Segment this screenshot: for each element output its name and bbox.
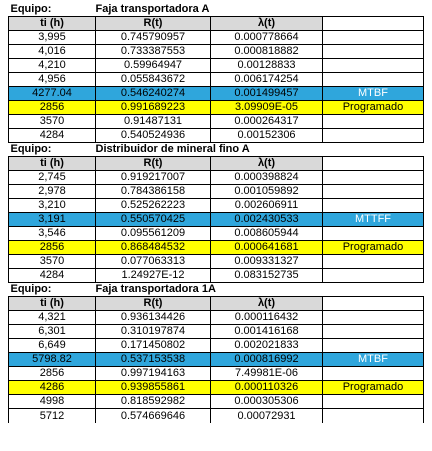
failure-rate-cell: 0.000398824 bbox=[211, 171, 323, 185]
table-row bbox=[9, 395, 424, 409]
table-row bbox=[9, 31, 424, 45]
reliability-cell: 0.546240274 bbox=[96, 87, 211, 101]
failure-rate-column-header: λ(t) bbox=[211, 157, 323, 171]
failure-rate-cell: 0.006174254 bbox=[211, 73, 323, 87]
row-label-cell bbox=[323, 199, 424, 213]
row-label-cell bbox=[323, 409, 424, 423]
failure-rate-cell: 3.09909E-05 bbox=[211, 101, 323, 115]
ti-cell: 4286 bbox=[9, 381, 96, 395]
row-label-cell bbox=[323, 367, 424, 381]
reliability-column-header: R(t) bbox=[96, 17, 211, 31]
failure-rate-cell: 0.002021833 bbox=[211, 339, 323, 353]
failure-rate-cell: 0.000116432 bbox=[211, 311, 323, 325]
row-label-cell bbox=[323, 269, 424, 283]
ti-cell: 4,321 bbox=[9, 311, 96, 325]
ti-cell: 3570 bbox=[9, 115, 96, 129]
equipo-name: Distribuidor de mineral fino A bbox=[95, 143, 250, 156]
reliability-cell: 0.818592982 bbox=[96, 395, 211, 409]
table-row bbox=[9, 353, 424, 367]
label-column-header bbox=[323, 157, 424, 171]
table-row bbox=[9, 101, 424, 115]
failure-rate-cell: 0.009331327 bbox=[211, 255, 323, 269]
column-header-row bbox=[9, 157, 424, 171]
table-row bbox=[9, 227, 424, 241]
ti-cell: 4277.04 bbox=[9, 87, 96, 101]
reliability-cell: 0.919217007 bbox=[96, 171, 211, 185]
reliability-cell: 0.095561209 bbox=[96, 227, 211, 241]
failure-rate-cell: 0.002430533 bbox=[211, 213, 323, 227]
table-row bbox=[9, 45, 424, 59]
reliability-cell: 0.574669646 bbox=[96, 409, 211, 423]
reliability-cell: 0.733387553 bbox=[96, 45, 211, 59]
failure-rate-cell: 0.000305306 bbox=[211, 395, 323, 409]
reliability-cell: 0.310197874 bbox=[96, 325, 211, 339]
table-row bbox=[9, 381, 424, 395]
table-row bbox=[9, 255, 424, 269]
ti-cell: 2,978 bbox=[9, 185, 96, 199]
reliability-cell: 0.91487131 bbox=[96, 115, 211, 129]
row-label-cell bbox=[323, 339, 424, 353]
failure-rate-cell: 0.000264317 bbox=[211, 115, 323, 129]
table-row bbox=[9, 213, 424, 227]
failure-rate-cell: 0.000641681 bbox=[211, 241, 323, 255]
failure-rate-cell: 0.000818882 bbox=[211, 45, 323, 59]
reliability-cell: 0.868484532 bbox=[96, 241, 211, 255]
ti-cell: 4,956 bbox=[9, 73, 96, 87]
row-label-cell: MTBF bbox=[323, 87, 424, 101]
ti-cell: 3,995 bbox=[9, 31, 96, 45]
table-row bbox=[9, 241, 424, 255]
ti-cell: 4,210 bbox=[9, 59, 96, 73]
row-label-cell: MTTFF bbox=[323, 213, 424, 227]
table-row bbox=[9, 199, 424, 213]
equipo-row bbox=[9, 143, 424, 157]
reliability-cell: 0.077063313 bbox=[96, 255, 211, 269]
row-label-cell bbox=[323, 73, 424, 87]
equipo-row bbox=[9, 283, 424, 297]
reliability-cell: 0.936134426 bbox=[96, 311, 211, 325]
equipo-row bbox=[9, 3, 424, 17]
reliability-cell: 0.055843672 bbox=[96, 73, 211, 87]
failure-rate-cell: 0.002606911 bbox=[211, 199, 323, 213]
failure-rate-cell: 0.008605944 bbox=[211, 227, 323, 241]
reliability-grid bbox=[8, 3, 424, 423]
ti-cell: 2856 bbox=[9, 367, 96, 381]
table-row bbox=[9, 325, 424, 339]
table-row bbox=[9, 311, 424, 325]
row-label-cell: Programado bbox=[323, 241, 424, 255]
reliability-cell: 0.991689223 bbox=[96, 101, 211, 115]
equipo-name: Faja transportadora A bbox=[95, 3, 210, 16]
table-row bbox=[9, 129, 424, 143]
equipo-label: Equipo: bbox=[10, 283, 52, 296]
row-label-cell bbox=[323, 45, 424, 59]
reliability-cell: 0.171450802 bbox=[96, 339, 211, 353]
row-label-cell: Programado bbox=[323, 101, 424, 115]
ti-column-header: ti (h) bbox=[9, 157, 96, 171]
row-label-cell bbox=[323, 185, 424, 199]
failure-rate-column-header: λ(t) bbox=[211, 17, 323, 31]
failure-rate-cell: 0.00152306 bbox=[211, 129, 323, 143]
row-label-cell bbox=[323, 227, 424, 241]
table-row bbox=[9, 409, 424, 423]
reliability-cell: 0.997194163 bbox=[96, 367, 211, 381]
equipo-label: Equipo: bbox=[10, 3, 52, 16]
label-column-header bbox=[323, 297, 424, 311]
reliability-cell: 0.540524936 bbox=[96, 129, 211, 143]
failure-rate-column-header: λ(t) bbox=[211, 297, 323, 311]
row-label-cell bbox=[323, 171, 424, 185]
reliability-cell: 0.59964947 bbox=[96, 59, 211, 73]
ti-cell: 6,649 bbox=[9, 339, 96, 353]
ti-cell: 6,301 bbox=[9, 325, 96, 339]
ti-cell: 2,745 bbox=[9, 171, 96, 185]
table-row bbox=[9, 87, 424, 101]
failure-rate-cell: 0.00128833 bbox=[211, 59, 323, 73]
table-row bbox=[9, 115, 424, 129]
label-column-header bbox=[323, 17, 424, 31]
ti-cell: 3,210 bbox=[9, 199, 96, 213]
ti-cell: 2856 bbox=[9, 101, 96, 115]
reliability-column-header: R(t) bbox=[96, 297, 211, 311]
table-row bbox=[9, 59, 424, 73]
ti-column-header: ti (h) bbox=[9, 297, 96, 311]
row-label-cell bbox=[323, 325, 424, 339]
reliability-cell: 0.784386158 bbox=[96, 185, 211, 199]
failure-rate-cell: 0.001416168 bbox=[211, 325, 323, 339]
ti-cell: 4998 bbox=[9, 395, 96, 409]
reliability-cell: 1.24927E-12 bbox=[96, 269, 211, 283]
equipo-name: Faja transportadora 1A bbox=[95, 283, 216, 296]
row-label-cell bbox=[323, 115, 424, 129]
row-label-cell bbox=[323, 395, 424, 409]
ti-cell: 3570 bbox=[9, 255, 96, 269]
ti-cell: 3,546 bbox=[9, 227, 96, 241]
reliability-cell: 0.939855861 bbox=[96, 381, 211, 395]
failure-rate-cell: 0.083152735 bbox=[211, 269, 323, 283]
equipo-label: Equipo: bbox=[10, 143, 52, 156]
table-row bbox=[9, 339, 424, 353]
failure-rate-cell: 0.000110326 bbox=[211, 381, 323, 395]
reliability-cell: 0.537153538 bbox=[96, 353, 211, 367]
row-label-cell bbox=[323, 129, 424, 143]
row-label-cell: Programado bbox=[323, 381, 424, 395]
ti-cell: 3,191 bbox=[9, 213, 96, 227]
failure-rate-cell: 0.000816992 bbox=[211, 353, 323, 367]
table-row bbox=[9, 185, 424, 199]
failure-rate-cell: 7.49981E-06 bbox=[211, 367, 323, 381]
reliability-column-header: R(t) bbox=[96, 157, 211, 171]
reliability-cell: 0.745790957 bbox=[96, 31, 211, 45]
ti-column-header: ti (h) bbox=[9, 17, 96, 31]
reliability-cell: 0.550570425 bbox=[96, 213, 211, 227]
table-row bbox=[9, 367, 424, 381]
ti-cell: 5798.82 bbox=[9, 353, 96, 367]
ti-cell: 4284 bbox=[9, 269, 96, 283]
column-header-row bbox=[9, 297, 424, 311]
row-label-cell: MTBF bbox=[323, 353, 424, 367]
table-row bbox=[9, 269, 424, 283]
table-row bbox=[9, 73, 424, 87]
ti-cell: 4284 bbox=[9, 129, 96, 143]
failure-rate-cell: 0.001059892 bbox=[211, 185, 323, 199]
row-label-cell bbox=[323, 59, 424, 73]
row-label-cell bbox=[323, 31, 424, 45]
failure-rate-cell: 0.00072931 bbox=[211, 409, 323, 423]
ti-cell: 2856 bbox=[9, 241, 96, 255]
row-label-cell bbox=[323, 311, 424, 325]
table-row bbox=[9, 171, 424, 185]
ti-cell: 4,016 bbox=[9, 45, 96, 59]
failure-rate-cell: 0.001499457 bbox=[211, 87, 323, 101]
reliability-cell: 0.525262223 bbox=[96, 199, 211, 213]
ti-cell: 5712 bbox=[9, 409, 96, 423]
failure-rate-cell: 0.000778664 bbox=[211, 31, 323, 45]
row-label-cell bbox=[323, 255, 424, 269]
column-header-row bbox=[9, 17, 424, 31]
